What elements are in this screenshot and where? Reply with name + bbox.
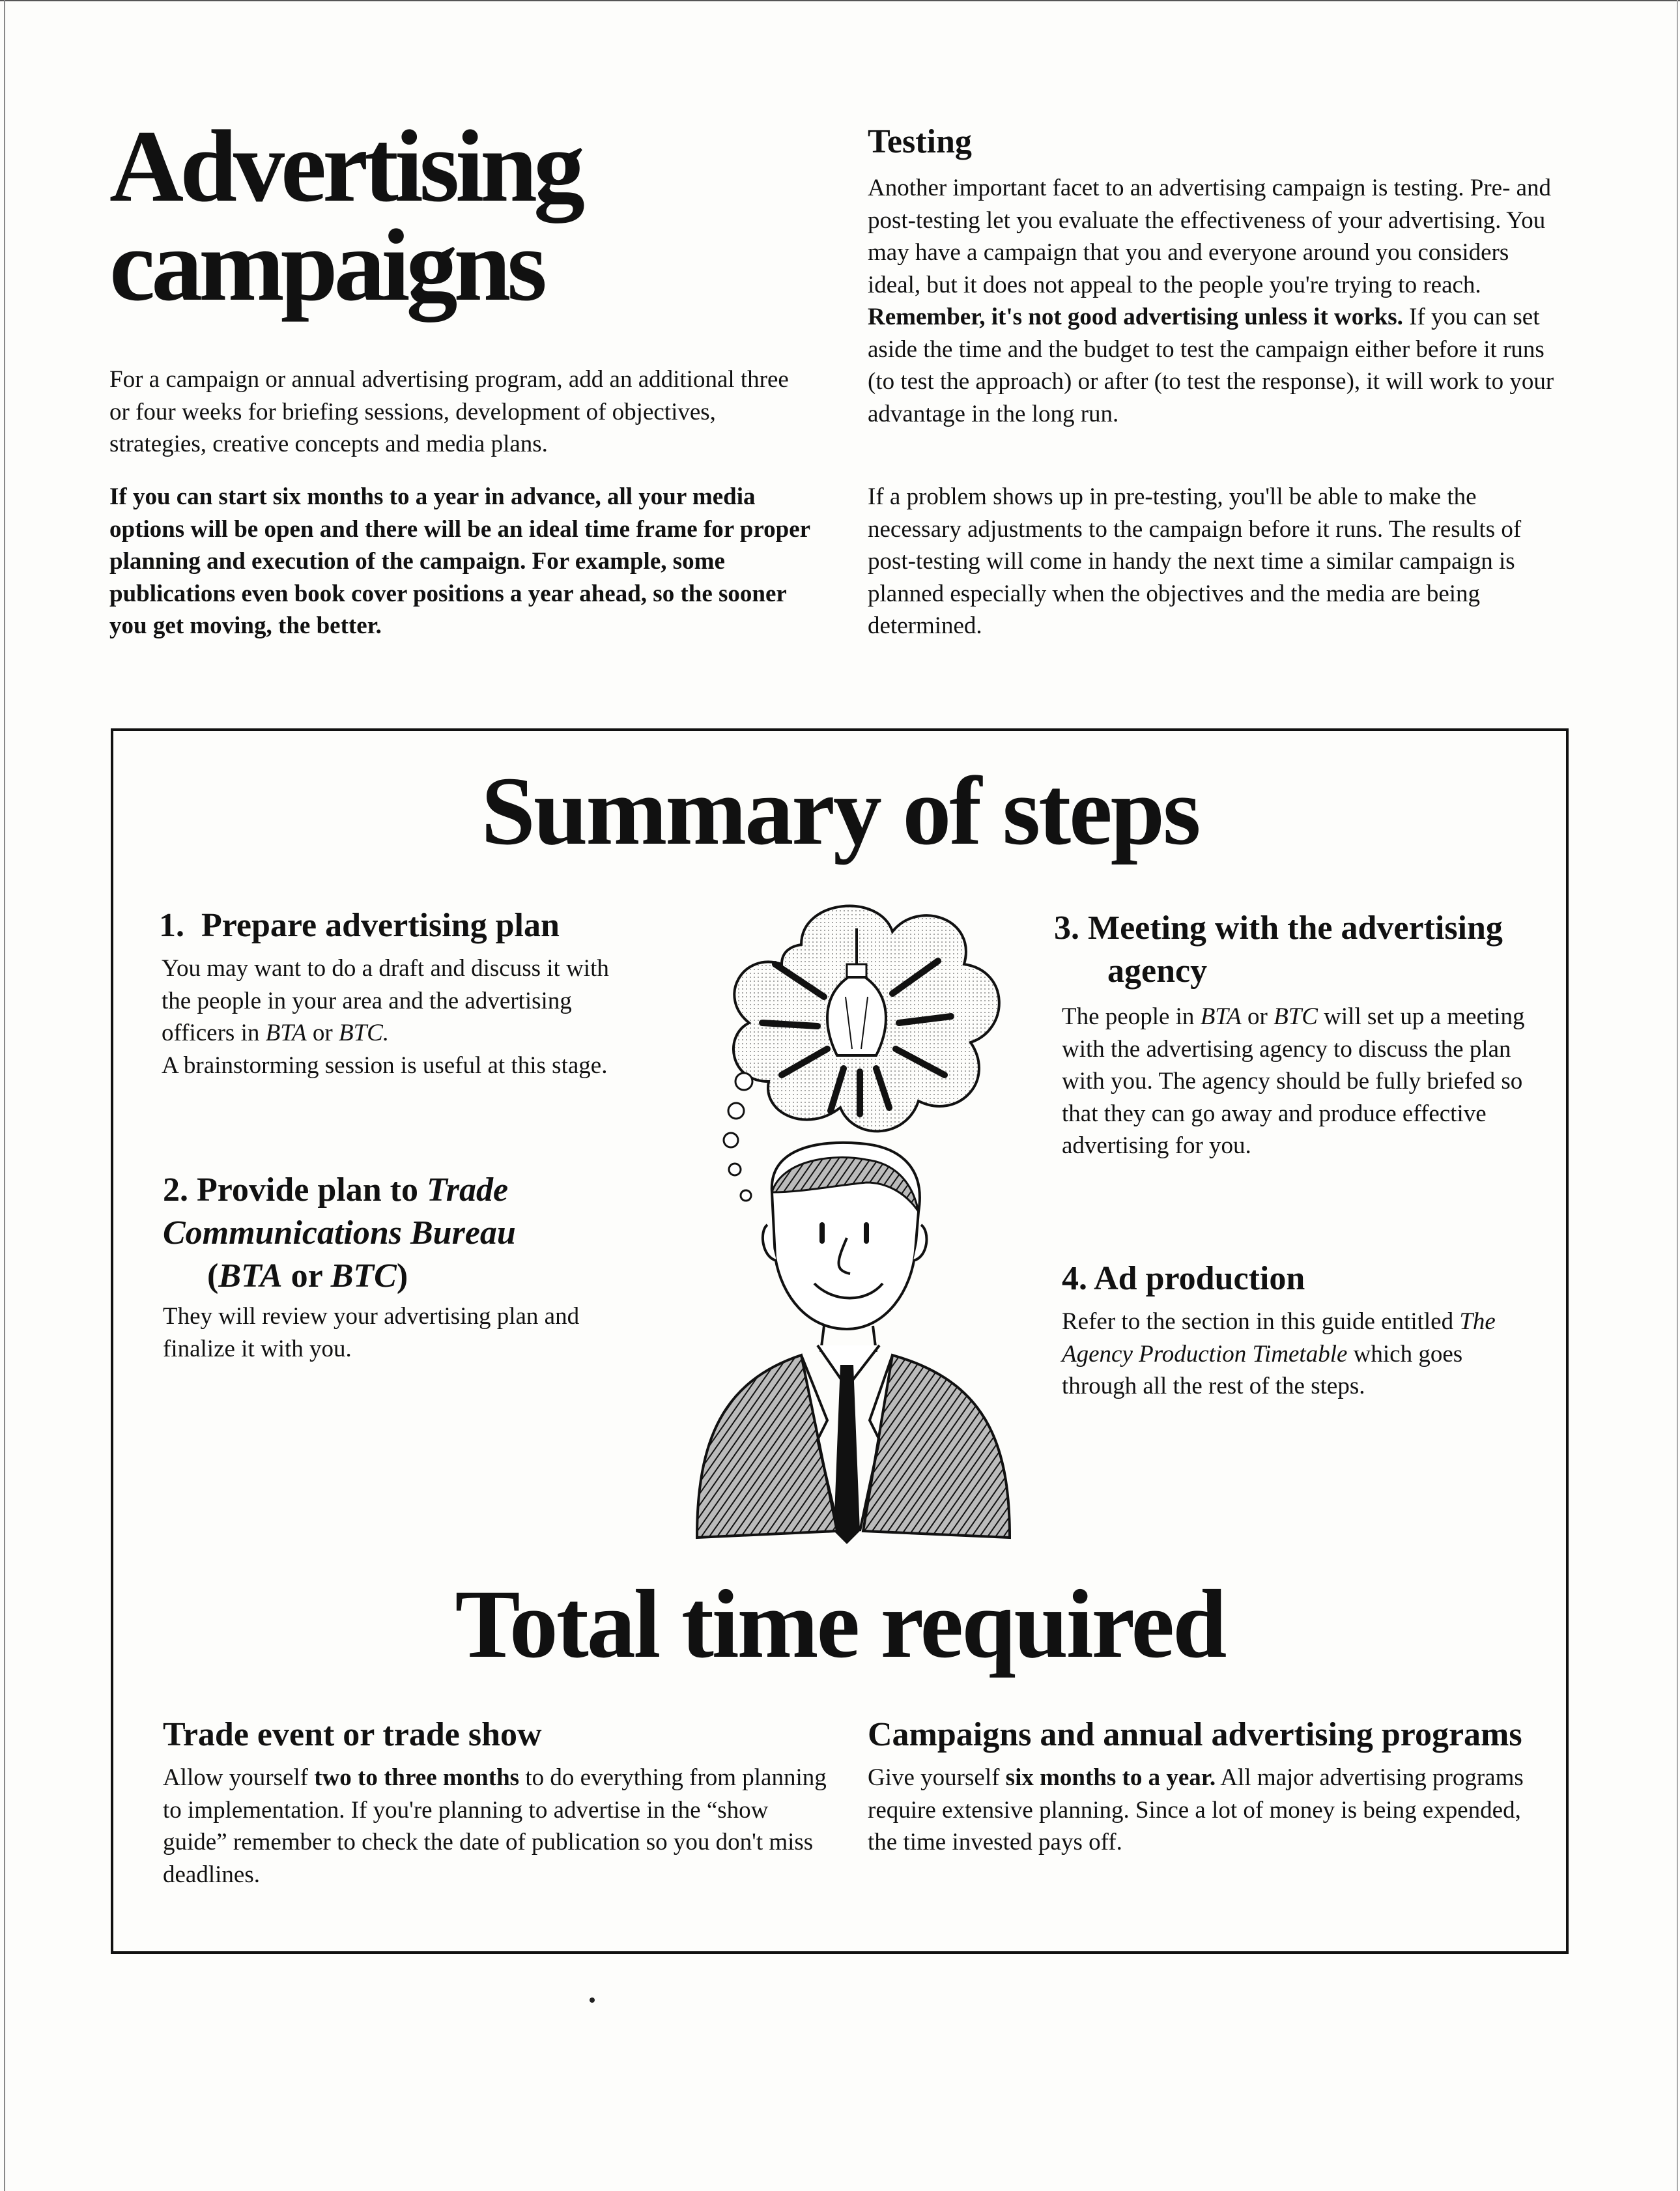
step-3-btc: BTC	[1274, 1003, 1318, 1030]
page-left-edge	[4, 0, 5, 2191]
testing-paragraph-2: If a problem shows up in pre-testing, you'll be able to make the necessary adjustments to the campaign before it runs. The results of post-testing will come in handy the next time a similar campaign is planned especially when the objectives and the media are being determined.	[868, 483, 1522, 639]
trade-text-a: Allow yourself	[163, 1764, 315, 1791]
summary-title: Summary of steps	[481, 757, 1199, 865]
testing-text-b: If you can set aside the time and the budget to test the campaign either before it runs (to test the approach) or after (to test the response), it will work to your advantage in the long run.	[868, 304, 1554, 427]
testing-text-a: Another important facet to an advertising campaign is testing. Pre- and post-testing let you evaluate the effectiveness of your advertising. You may have a campaign that you and everyone around you considers ideal, but it does not appeal to the people you're trying to reach.	[868, 175, 1552, 298]
step-2-paren-open: (	[207, 1257, 219, 1295]
step-4-heading: 4. Ad production	[1062, 1260, 1305, 1297]
trade-event-heading: Trade event or trade show	[163, 1716, 542, 1753]
step-1-text-b: A brainstorming session is useful at this stage.	[162, 1052, 608, 1079]
step-2-heading-a: 2. Provide plan to	[163, 1171, 427, 1209]
step-3-text	[1062, 1001, 1537, 1162]
trade-event-text	[163, 1762, 834, 1891]
page-title-line1: Advertising	[109, 109, 581, 223]
testing-heading: Testing	[868, 123, 972, 160]
campaigns-text	[868, 1762, 1545, 1859]
step-2-bta: BTA	[218, 1257, 283, 1295]
campaigns-text-bold: six months to a year.	[1005, 1764, 1216, 1791]
trade-text-b: to do everything from planning to implementation. If you're planning to advertise in the “show guide” remember to check the date of publication so you don't miss deadlines.	[163, 1764, 827, 1888]
step-3-heading-a: 3. Meeting with the advertising	[1054, 909, 1503, 947]
step-1-or: or	[306, 1020, 339, 1046]
step-3-bta: BTA	[1200, 1003, 1242, 1030]
step-3-or: or	[1241, 1003, 1274, 1030]
step-1-text	[162, 952, 631, 1081]
step-2-heading-italic: Trade Communications Bureau	[163, 1171, 516, 1252]
step-3-text-a: The people in	[1062, 1003, 1201, 1030]
step-3-text-b: will set up a meeting with the advertising agency to discuss the plan with you. The agency should be fully briefed so that they can go away and produce effective advertising for you.	[1062, 1003, 1525, 1159]
step-4-text-a: Refer to the section in this guide entitled	[1062, 1308, 1460, 1335]
step-2-text: They will review your advertising plan and finalize it with you.	[163, 1303, 580, 1362]
step-3-heading-b: agency	[1107, 952, 1208, 990]
man-with-lightbulb-idea-icon	[671, 886, 1036, 1557]
step-2-heading-paren	[163, 1255, 408, 1298]
campaigns-text-a: Give yourself	[868, 1764, 1006, 1791]
intro-paragraph-1: For a campaign or annual advertising program, add an additional three or four weeks for briefing sessions, development of objectives, strategies, creative concepts and media plans.	[109, 366, 789, 457]
step-4-text-b: which goes through all the rest of the steps.	[1062, 1340, 1463, 1399]
step-2-paren-close: )	[396, 1257, 408, 1295]
step-2-btc: BTC	[330, 1257, 397, 1295]
step-2-or: or	[282, 1257, 331, 1295]
page-title	[109, 109, 581, 322]
step-2-heading	[163, 1169, 645, 1298]
campaigns-text-b: All major advertising programs require extensive planning. Since a lot of money is being expended, the time invested pays off.	[868, 1764, 1524, 1855]
step-3-heading	[1054, 907, 1549, 993]
total-time-title: Total time required	[455, 1570, 1225, 1678]
intro-paragraph-2: If you can start six months to a year in advance, all your media options will be open and there will be an ideal time frame for proper planning and execution of the campaign. For example, some publications even book cover positions a year ahead, so the sooner you get moving, the better.	[109, 483, 810, 639]
trade-text-bold: two to three months	[314, 1764, 520, 1791]
page-right-edge	[1677, 0, 1678, 2191]
page-title-line2: campaigns	[109, 208, 543, 322]
testing-paragraph-1	[868, 172, 1565, 430]
step-4-text	[1062, 1306, 1537, 1403]
page-top-edge	[0, 0, 1680, 1]
step-1-btc: BTC.	[338, 1020, 390, 1046]
step-1-bta: BTA	[265, 1020, 307, 1046]
campaigns-heading: Campaigns and annual advertising programs	[868, 1716, 1522, 1753]
step-1-text-a: You may want to do a draft and discuss it with the people in your area and the advertising officers in	[162, 955, 609, 1046]
step-1-heading: 1. Prepare advertising plan	[159, 907, 560, 944]
ink-speck	[590, 1998, 595, 2003]
testing-emphasis: Remember, it's not good advertising unless it works.	[868, 304, 1403, 330]
step-4-text-italic: The Agency Production Timetable	[1062, 1308, 1496, 1368]
